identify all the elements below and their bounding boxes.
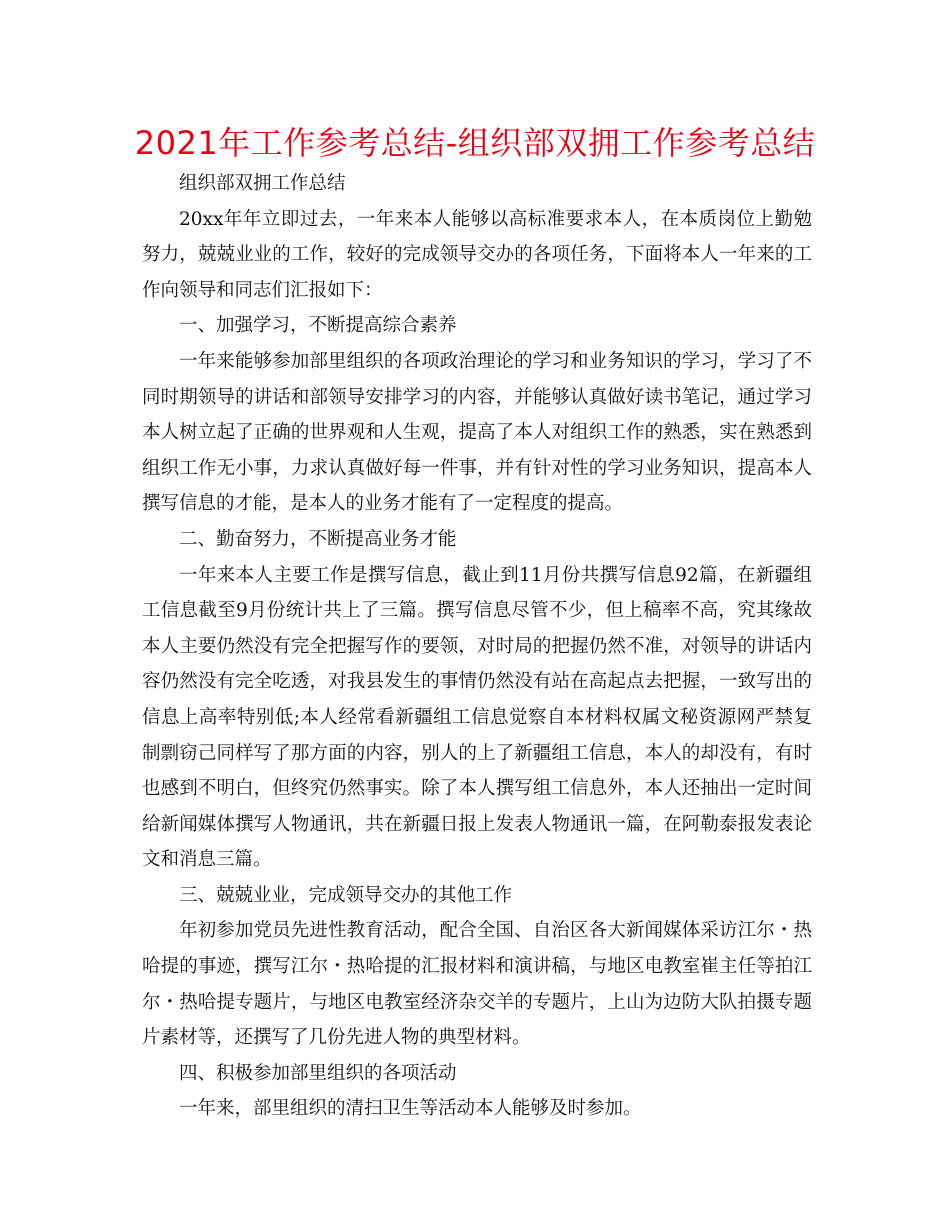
section-heading-4: 四、积极参加部里组织的各项活动 <box>179 1062 457 1084</box>
section-heading-3: 三、兢兢业业，完成领导交办的其他工作 <box>179 884 513 906</box>
document-subtitle: 组织部双拥工作总结 <box>179 173 346 194</box>
document-title: 2021年工作参考总结-组织部双拥工作参考总结 <box>134 124 816 162</box>
document-body <box>142 166 812 1127</box>
section-heading-2: 二、勤奋努力，不断提高业务才能 <box>179 528 457 550</box>
section-body-2: 一年来本人主要工作是撰写信息，截止到11月份共撰写信息92篇，在新疆组工信息截至9月份统计共上了三篇。撰写信息尽管不少，但上稿率不高，究其缘故本人主要仍然没有完全把握写作的要领，对时局的把握仍然不准，对领导的讲话内容仍然没有完全吃透，对我县发生的事情仍然没有站在高起点去把握，一致写出的信息上高率特别低;本人经常看新疆组工信息觉察自本材料权属文秘资源网严禁复制剽窃己同样写了那方面的内容，别人的上了新疆组工信息，本人的却没有，有时也感到不明白，但终究仍然事实。除了本人撰写组工信息外，本人还抽出一定时间给新闻媒体撰写人物通讯，共在新疆日报上发表人物通讯一篇，在阿勒泰报发表论文和消息三篇。 <box>142 564 812 871</box>
section-body-4: 一年来，部里组织的清扫卫生等活动本人能够及时参加。 <box>179 1098 642 1120</box>
section-heading-1: 一、加强学习，不断提高综合素养 <box>179 315 457 337</box>
intro-paragraph: 20xx年年立即过去，一年来本人能够以高标准要求本人，在本质岗位上勤勉努力，兢兢业业的工作，较好的完成领导交办的各项任务，下面将本人一年来的工作向领导和同志们汇报如下： <box>142 208 812 301</box>
section-body-3: 年初参加党员先进性教育活动，配合全国、自治区各大新闻媒体采访江尔・热哈提的事迹，撰写江尔・热哈提的汇报材料和演讲稿，与地区电教室崔主任等拍江尔・热哈提专题片，与地区电教室经济杂交羊的专题片，上山为边防大队拍摄专题片素材等，还撰写了几份先进人物的典型材料。 <box>142 920 812 1049</box>
section-body-1: 一年来能够参加部里组织的各项政治理论的学习和业务知识的学习，学习了不同时期领导的讲话和部领导安排学习的内容，并能够认真做好读书笔记，通过学习本人树立起了正确的世界观和人生观，提高了本人对组织工作的熟悉，实在熟悉到组织工作无小事，力求认真做好每一件事，并有针对性的学习业务知识，提高本人撰写信息的才能，是本人的业务才能有了一定程度的提高。 <box>142 350 812 515</box>
